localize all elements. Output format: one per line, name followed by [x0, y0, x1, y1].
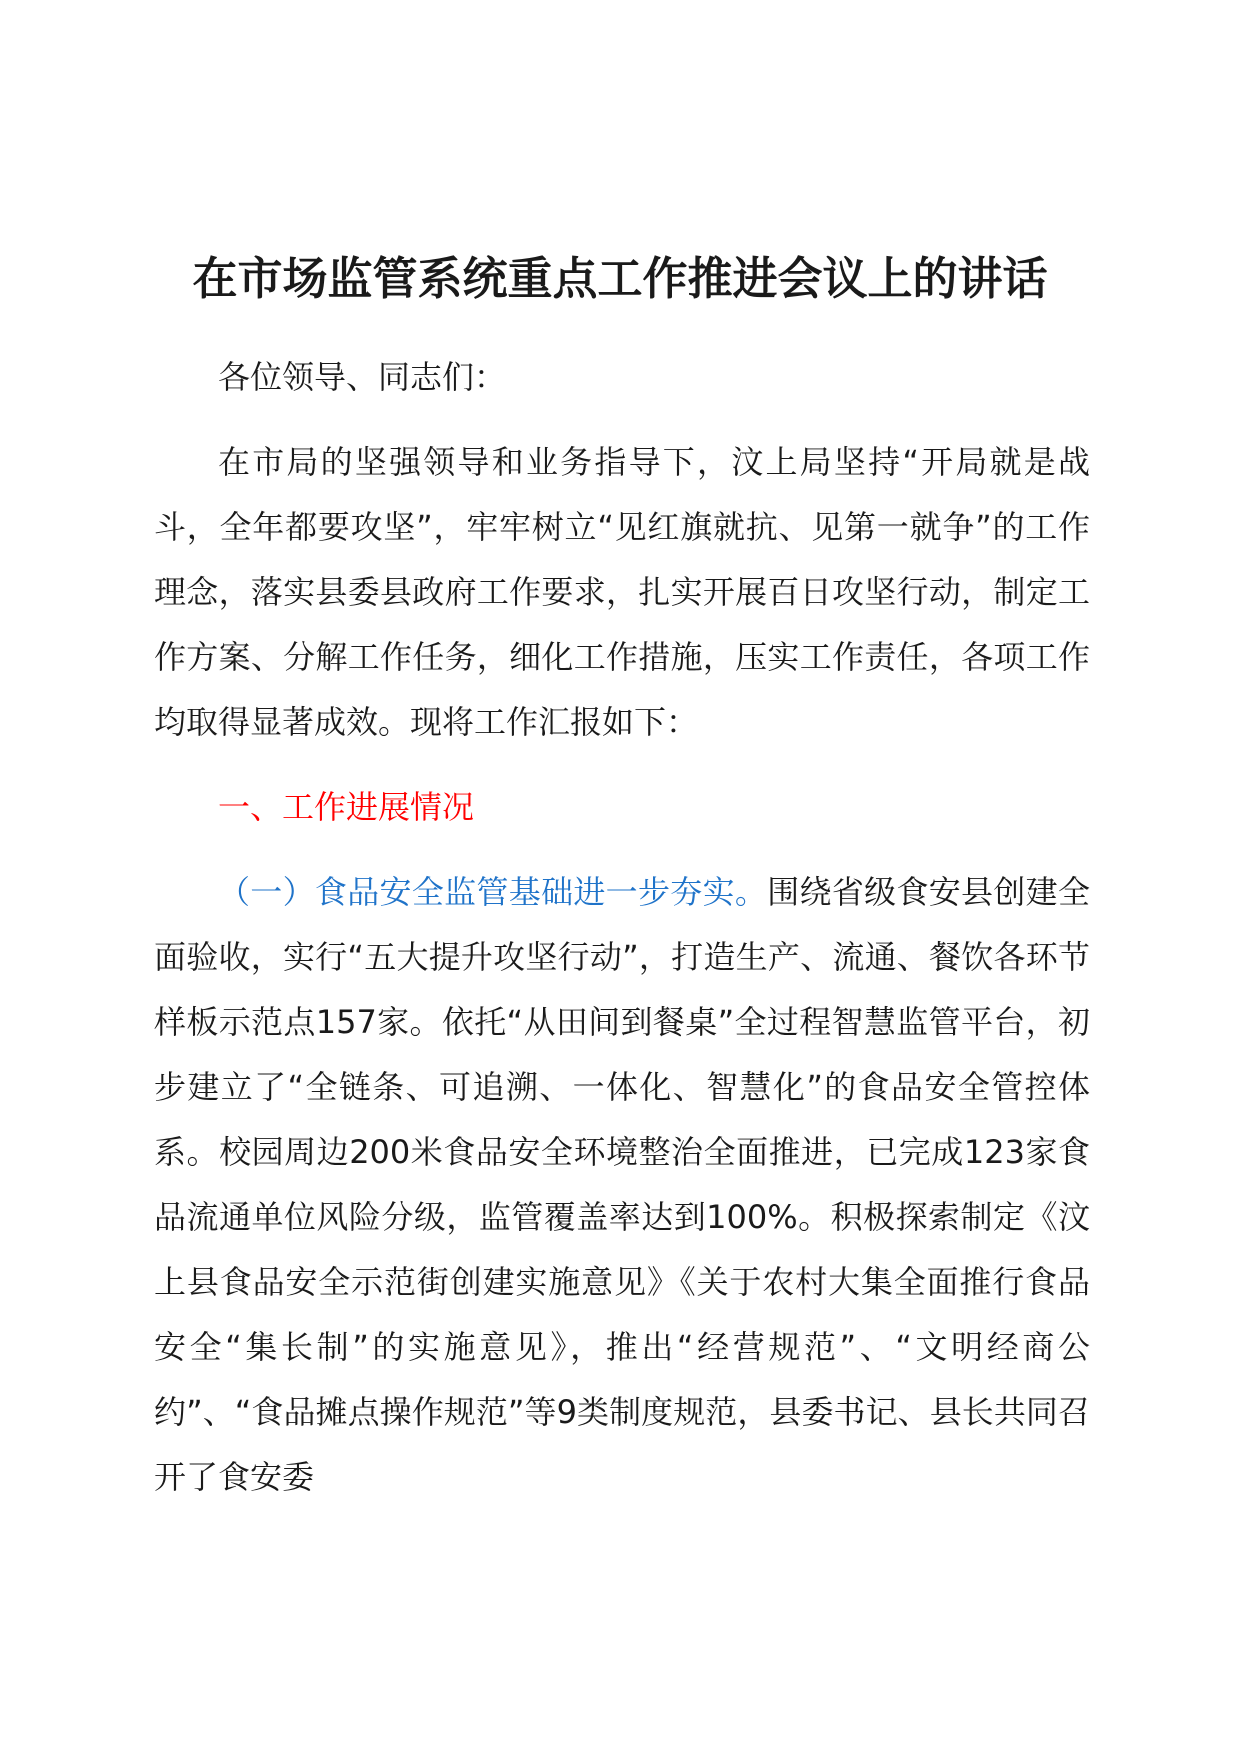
subsection-text: 围绕省级食安县创建全面验收，实行“五大提升攻坚行动”，打造生产、流通、餐饮各环节样板示范点157家。依托“从田间到餐桌”全过程智慧监管平台，初步建立了“全链条、可追溯、一体化、智慧化”的食品安全管控体系。校园周边200米食品安全环境整治全面推进，已完成123家食品流通单位风险分级，监管覆盖率达到100%。积极探索制定《汶上县食品安全示范街创建实施意见》《关于农村大集全面推行食品安全“集长制”的实施意见》，推出“经营规范”、“文明经商公约”、“食品摊点操作规范”等9类制度规范，县委书记、县长共同召开了食安委 — [154, 873, 1090, 1496]
document-title: 在市场监管系统重点工作推进会议上的讲话 — [192, 252, 1048, 305]
subsection-paragraph — [154, 860, 1090, 1510]
document-body — [154, 345, 1090, 1530]
intro-paragraph: 在市局的坚强领导和业务指导下，汶上局坚持“开局就是战斗，全年都要攻坚”，牢牢树立“见红旗就抗、见第一就争”的工作理念，落实县委县政府工作要求，扎实开展百日攻坚行动，制定工作方案、分解工作任务，细化工作措施，压实工作责任，各项工作均取得显著成效。现将工作汇报如下： — [154, 443, 1090, 741]
salutation: 各位领导、同志们： — [218, 358, 507, 396]
section-heading: 一、工作进展情况 — [218, 788, 475, 826]
subsection-heading: （一）食品安全监管基础进一步夯实。 — [218, 873, 768, 911]
